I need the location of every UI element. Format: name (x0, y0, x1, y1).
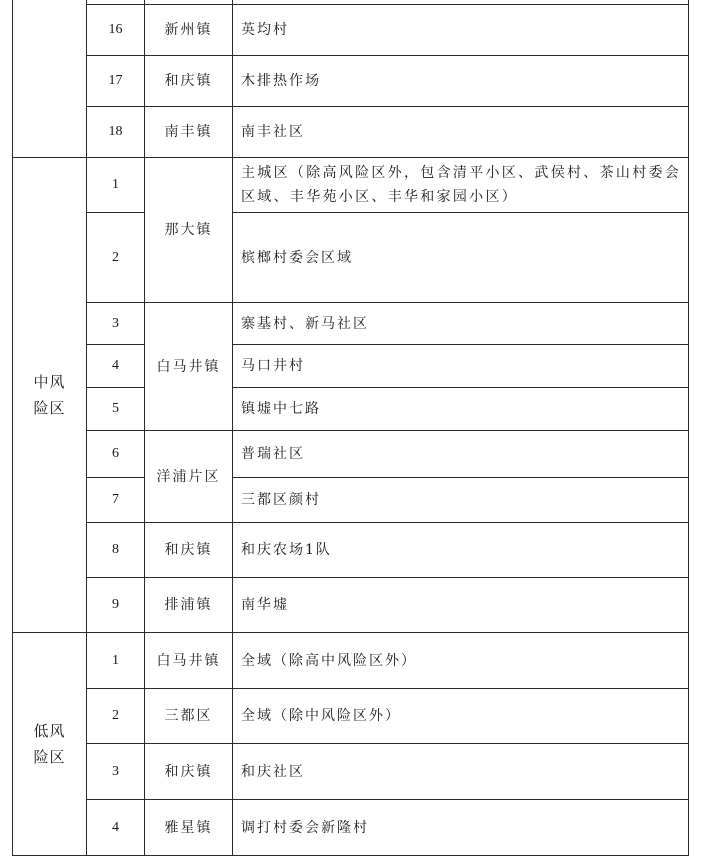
town-name: 南丰镇 (164, 124, 213, 140)
area-name: 南华墟 (241, 597, 289, 613)
town-name: 新州镇 (164, 22, 213, 38)
town-name: 和庆镇 (164, 73, 213, 89)
area-name: 镇墟中七路 (241, 401, 321, 417)
row-number: 6 (112, 446, 119, 461)
town-name: 排浦镇 (164, 597, 213, 613)
area-name: 主城区（除高风险区外，包含清平小区、武侯村、茶山村委会区域、丰华苑小区、丰华和家园小区） (241, 165, 682, 205)
row-number: 3 (112, 763, 119, 779)
row-number: 17 (108, 73, 123, 88)
low-risk-label-line2: 险区 (33, 748, 66, 766)
low-risk-label-line1: 低风 (33, 722, 66, 740)
town-name: 三都区 (164, 708, 213, 724)
town-name: 雅星镇 (164, 819, 213, 836)
row-number: 9 (112, 597, 119, 612)
area-name: 全域（除中风险区外） (241, 708, 401, 724)
area-name: 木排热作场 (241, 73, 321, 89)
area-name: 三都区颜村 (241, 492, 321, 508)
row-number: 2 (112, 708, 119, 723)
town-name: 白马井镇 (156, 652, 221, 669)
row-number: 16 (108, 22, 123, 37)
row-number: 4 (112, 819, 119, 835)
row-number: 1 (112, 177, 119, 192)
area-name: 调打村委会新隆村 (241, 819, 369, 836)
row-number: 4 (112, 358, 119, 373)
town-name: 和庆镇 (164, 542, 213, 558)
area-name: 马口井村 (241, 358, 305, 374)
table-border-right (688, 0, 689, 856)
area-name: 和庆农场1队 (241, 542, 332, 558)
town-name: 洋浦片区 (156, 468, 221, 485)
town-name: 那大镇 (164, 222, 213, 238)
row-number: 8 (112, 542, 119, 557)
town-name: 白马井镇 (156, 358, 221, 375)
town-name: 和庆镇 (164, 763, 213, 780)
area-name: 和庆社区 (241, 763, 305, 780)
area-name: 全域（除高中风险区外） (241, 652, 417, 669)
medium-risk-label-line2: 险区 (33, 399, 66, 417)
area-name: 寨基村、新马社区 (241, 315, 369, 332)
medium-risk-label-line1: 中风 (33, 373, 66, 391)
area-name: 南丰社区 (241, 124, 305, 140)
row-number: 2 (112, 249, 119, 265)
medium-risk-label (13, 158, 86, 632)
area-name: 槟榔村委会区域 (241, 249, 353, 266)
row-number: 7 (112, 492, 119, 507)
row-number: 3 (112, 315, 119, 331)
row-number: 1 (112, 652, 119, 668)
area-name: 普瑞社区 (241, 446, 305, 462)
area-name: 英均村 (241, 22, 289, 38)
low-risk-label (13, 633, 86, 855)
table-border-bottom (12, 855, 689, 856)
row-number: 5 (112, 401, 119, 416)
row-number: 18 (108, 124, 123, 139)
